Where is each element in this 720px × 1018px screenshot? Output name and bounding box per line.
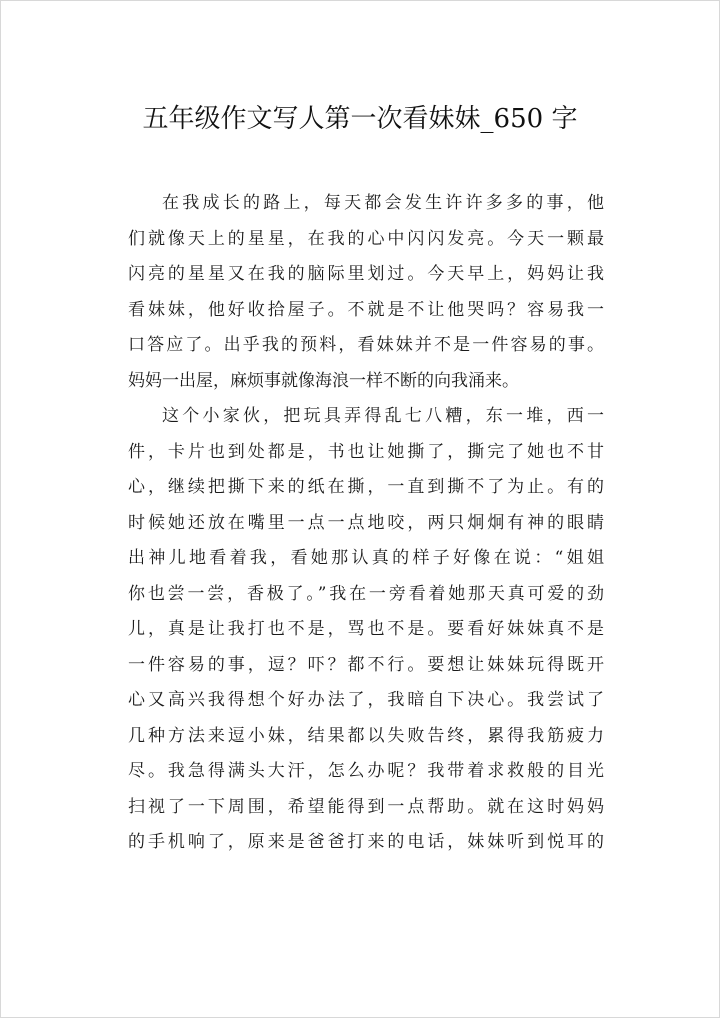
paragraph-2-line-4: 时候她还放在嘴里一点一点地咬，两只炯炯有神的眼睛 [128,512,604,533]
paragraph-2-line-10: 几种方法来逗小妹，结果都以失败告终，累得我筋疲力 [128,725,604,746]
paragraph-2-line-2: 件，卡片也到处都是，书也让她撕了，撕完了她也不甘 [128,441,604,462]
paragraph-1-line-3: 闪亮的星星又在我的脑际里划过。今天早上，妈妈让我 [128,264,604,284]
paragraph-2-line-7: 儿，真是让我打也不是，骂也不是。要看好妹妹真不是 [128,619,604,639]
document-title: 五年级作文写人第一次看妹妹_650 字 [142,104,578,134]
paragraph-2-line-12: 扫视了一下周围，希望能得到一点帮助。就在这时妈妈 [128,796,604,817]
paragraph-2-line-13: 的手机响了，原来是爸爸打来的电话，妹妹听到悦耳的 [128,832,604,852]
paragraph-2-line-11: 尽。我急得满头大汗，怎么办呢？我带着求救般的目光 [128,761,604,781]
paragraph-2-line-6: 你也尝一尝，香极了。”我在一旁看着她那天真可爱的劲 [128,583,604,604]
paragraph-1-line-2: 们就像天上的星星，在我的心中闪闪发亮。今天一颗最 [128,228,604,249]
paragraph-2-line-1: 这个小家伙，把玩具弄得乱七八糟，东一堆，西一 [162,406,604,426]
paragraph-2-line-8: 一件容易的事，逗？吓？都不行。要想让妹妹玩得既开 [128,654,604,675]
paragraph-2-line-9: 心又高兴我得想个好办法了，我暗自下决心。我尝试了 [128,690,604,710]
paragraph-1-line-4: 看妹妹，他好收拾屋子。不就是不让他哭吗？容易我一 [128,299,604,320]
paragraph-1-line-5: 口答应了。出乎我的预料，看妹妹并不是一件容易的事。 [128,335,604,355]
paragraph-2-line-5: 出神儿地看着我，看她那认真的样子好像在说：“姐姐 [128,548,604,568]
paragraph-2-line-3: 心，继续把撕下来的纸在撕，一直到撕不了为止。有的 [128,477,604,497]
document-body [128,186,604,861]
paragraph-1-line-6: 妈妈一出屋，麻烦事就像海浪一样不断的向我涌来。 [128,370,519,391]
paragraph-1-line-1: 在我成长的路上，每天都会发生许许多多的事，他 [162,193,604,213]
